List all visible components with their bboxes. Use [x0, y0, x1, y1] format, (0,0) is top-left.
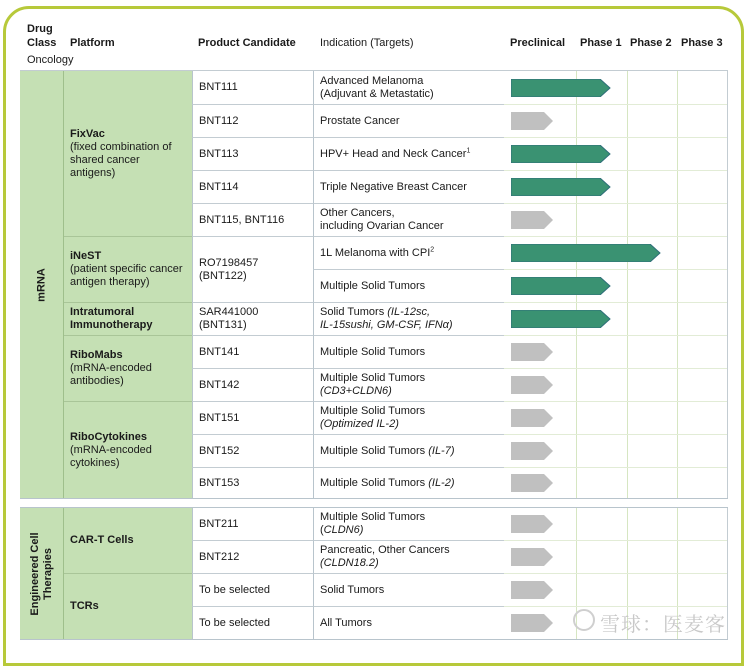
gridline: [677, 336, 678, 368]
progress-arrow-phase2: [511, 244, 661, 262]
phase-cell: [504, 71, 728, 104]
phase-cell: [504, 508, 728, 540]
candidate-name-line2: (BNT131): [199, 319, 247, 331]
phase-cell: [504, 203, 728, 236]
gridline: [627, 336, 628, 368]
drug-class-label: [29, 532, 55, 615]
phase-cell: [504, 170, 728, 203]
gridline: [576, 574, 577, 606]
table-row: [192, 573, 728, 606]
drug-class-ect: [20, 508, 64, 639]
indication-text: [320, 247, 504, 260]
indication-text: Multiple Solid Tumors: [320, 405, 426, 417]
candidate-cell: [192, 137, 313, 170]
indication-cell: [313, 302, 504, 335]
gridline: [627, 303, 628, 335]
header-phase-preclinical: Preclinical: [510, 37, 566, 49]
candidate-name: BNT212: [199, 550, 240, 563]
indication-text: Multiple Solid Tumors: [320, 372, 426, 384]
indication-cell: [313, 467, 504, 498]
table-row: [192, 368, 728, 401]
indication-main: Multiple Solid Tumors: [320, 476, 429, 489]
phase-cell: [504, 540, 728, 573]
gridline: [576, 468, 577, 498]
platform-tcrs: [64, 573, 192, 639]
indication-cell: [313, 540, 504, 573]
candidate-name: BNT142: [199, 378, 240, 391]
platform-desc: (patient specific cancer antigen therapy): [70, 263, 183, 288]
table-row: [192, 540, 728, 573]
indication-cell: [313, 368, 504, 401]
gridline: [677, 138, 678, 170]
progress-arrow-preclinical: [511, 548, 555, 566]
phase-cell: [504, 573, 728, 606]
indication-text: Other Cancers,: [320, 207, 395, 219]
candidate-name-line2: (BNT122): [199, 269, 247, 282]
right-border: [727, 508, 728, 639]
gridline: [677, 468, 678, 498]
candidate-cell: [192, 467, 313, 498]
gridline: [627, 171, 628, 203]
gridline: [576, 402, 577, 434]
table-row: [192, 137, 728, 170]
indication-target: (CD3+CLDN6): [320, 385, 392, 397]
platform-ribocytokines: [64, 401, 192, 498]
header-product-candidate: Product Candidate: [198, 37, 296, 49]
progress-arrow-preclinical: [511, 112, 555, 130]
candidate-name: To be selected: [199, 583, 270, 596]
section-mrna: [20, 70, 728, 499]
gridline: [576, 508, 577, 540]
paren: (: [320, 524, 324, 536]
gridline: [627, 541, 628, 573]
gridline: [677, 237, 678, 269]
gridline: [677, 270, 678, 302]
candidate-cell: [192, 203, 313, 236]
platform-name: TCRs: [70, 600, 99, 612]
header-drug-class-line2: Class: [27, 37, 57, 49]
gridline: [677, 435, 678, 467]
table-row: [192, 170, 728, 203]
phase-cell: [504, 401, 728, 434]
candidate-name: BNT112: [199, 114, 239, 127]
table-row: [192, 434, 728, 467]
indication-text: All Tumors: [320, 616, 372, 629]
indication-text-line2: (Adjuvant & Metastatic): [320, 87, 434, 100]
indication-cell: [313, 203, 504, 236]
phase-cell: [504, 335, 728, 368]
gridline: [627, 138, 628, 170]
indication-main: 1L Melanoma with CPI: [320, 246, 431, 259]
header-drug-class: [27, 22, 56, 50]
indication-text: Multiple Solid Tumors: [320, 511, 426, 523]
candidate-name: To be selected: [199, 616, 270, 629]
candidate-name: BNT113: [199, 147, 239, 160]
indication-cell: [313, 401, 504, 434]
indication-target: (CLDN18.2): [320, 557, 379, 569]
gridline: [677, 71, 678, 104]
drug-class-label: mRNA: [35, 267, 47, 302]
gridline: [627, 270, 628, 302]
candidate-cell: [192, 368, 313, 401]
indication-text: Triple Negative Breast Cancer: [320, 180, 467, 193]
phase-cell: [504, 269, 728, 302]
indication-target: (IL-7): [428, 444, 455, 457]
header-phase-1: Phase 1: [580, 37, 622, 49]
gridline: [677, 574, 678, 606]
candidate-cell: [192, 401, 313, 434]
indication-text: Solid Tumors: [320, 583, 385, 596]
header-phase-3: Phase 3: [681, 37, 723, 49]
phase-cell: [504, 467, 728, 498]
right-border: [727, 71, 728, 498]
indication-cell: [313, 335, 504, 368]
progress-arrow-preclinical: [511, 211, 555, 229]
platform-inest: [64, 236, 192, 302]
header-indication: Indication (Targets): [320, 37, 414, 49]
gridline: [576, 369, 577, 401]
candidate-name: BNT115, BNT116: [199, 213, 285, 226]
progress-arrow-phase1: [511, 178, 611, 196]
progress-arrow-preclinical: [511, 376, 555, 394]
phase-cell: [504, 434, 728, 467]
table-row: [192, 71, 728, 104]
phase-cell: [504, 302, 728, 335]
progress-arrow-preclinical: [511, 515, 555, 533]
indication-text: Multiple Solid Tumors: [320, 279, 426, 292]
indication-target: (IL-12sc,: [387, 306, 431, 318]
candidate-name: BNT114: [199, 180, 239, 193]
indication-text: [320, 306, 504, 319]
indication-cell: [313, 236, 504, 269]
candidate-name: BNT141: [199, 345, 240, 358]
progress-arrow-phase1: [511, 277, 611, 295]
indication-text: [320, 445, 504, 458]
progress-arrow-preclinical: [511, 614, 555, 632]
candidate-cell: [192, 335, 313, 368]
phase-cell: [504, 236, 728, 269]
candidate-name: SAR441000: [199, 306, 259, 318]
phase-cell: [504, 137, 728, 170]
gridline: [627, 508, 628, 540]
platform-intratumoral: [64, 302, 192, 335]
indication-cell: [313, 104, 504, 137]
candidate-cell: [192, 302, 313, 335]
indication-main: Multiple Solid Tumors: [320, 444, 429, 457]
candidate-cell: [192, 573, 313, 606]
platform-desc: (mRNA-encoded cytokines): [70, 443, 152, 469]
drug-class-label-line2: Therapies: [41, 547, 54, 600]
watermark-logo-icon: [573, 609, 595, 631]
table-row: [192, 302, 728, 335]
indication-cell: [313, 269, 504, 302]
indication-cell: [313, 71, 504, 104]
progress-arrow-preclinical: [511, 581, 555, 599]
therapeutic-area-label: Oncology: [27, 54, 74, 66]
platform-fixvac: [64, 71, 192, 236]
phase-cell: [504, 104, 728, 137]
progress-arrow-preclinical: [511, 343, 555, 361]
gridline: [576, 541, 577, 573]
platform-name: RiboCytokines: [70, 430, 148, 443]
progress-arrow-preclinical: [511, 409, 555, 427]
candidate-cell: [192, 236, 313, 302]
candidate-cell: [192, 104, 313, 137]
indication-text-line2: including Ovarian Cancer: [320, 220, 444, 232]
table-row-group: [192, 236, 728, 302]
candidate-cell: [192, 540, 313, 573]
indication-target-line2: IL-15sushi, GM-CSF, IFNα): [320, 319, 453, 331]
phase-cell: [504, 368, 728, 401]
indication-cell: [313, 573, 504, 606]
candidate-name: BNT152: [199, 444, 240, 457]
table-row: [192, 401, 728, 434]
footnote-marker: 1: [466, 146, 471, 154]
progress-arrow-phase1: [511, 145, 611, 163]
candidate-cell: [192, 434, 313, 467]
platform-desc: (mRNA-encoded antibodies): [70, 362, 152, 387]
gridline: [627, 468, 628, 498]
header-phase-2: Phase 2: [630, 37, 672, 49]
table-row: [192, 508, 728, 540]
platform-name: Intratumoral Immunotherapy: [70, 306, 153, 331]
gridline: [677, 105, 678, 137]
platform-desc: (fixed combination of shared cancer antigens): [70, 140, 172, 179]
candidate-cell: [192, 170, 313, 203]
platform-name: iNeST: [70, 250, 102, 262]
indication-main: Solid Tumors: [320, 306, 388, 318]
indication-target: (Optimized IL-2): [320, 418, 399, 430]
gridline: [677, 402, 678, 434]
table-row: [192, 104, 728, 137]
table-row: [192, 203, 728, 236]
candidate-name: BNT153: [199, 476, 240, 489]
candidate-cell: [192, 71, 313, 104]
gridline: [627, 369, 628, 401]
gridline: [627, 574, 628, 606]
indication-cell: [313, 170, 504, 203]
gridline: [576, 204, 577, 236]
candidate-cell: [192, 606, 313, 639]
progress-arrow-phase1: [511, 310, 611, 328]
indication-cell: [313, 434, 504, 467]
platform-name: FixVac: [70, 127, 105, 140]
platform-name: CAR-T Cells: [70, 534, 134, 546]
footnote-marker: 2: [430, 245, 435, 253]
drug-class-label-line1: Engineered Cell: [28, 531, 41, 616]
gridline: [627, 105, 628, 137]
gridline: [627, 71, 628, 104]
header-platform: Platform: [70, 37, 115, 49]
platform-ribomabs: [64, 335, 192, 401]
indication-text: Multiple Solid Tumors: [320, 345, 426, 358]
indication-main: HPV+ Head and Neck Cancer: [320, 147, 467, 160]
indication-cell: [313, 137, 504, 170]
gridline: [576, 336, 577, 368]
gridline: [627, 402, 628, 434]
gridline: [627, 204, 628, 236]
indication-cell: [313, 508, 504, 540]
gridline: [677, 303, 678, 335]
gridline: [677, 508, 678, 540]
indication-target-line2: [320, 524, 504, 537]
indication-cell: [313, 606, 504, 639]
gridline: [677, 369, 678, 401]
gridline: [677, 171, 678, 203]
indication-target: CLDN6): [323, 524, 364, 536]
platform-car-t: [64, 508, 192, 573]
indication-target: (IL-2): [428, 476, 455, 489]
progress-arrow-preclinical: [511, 442, 555, 460]
indication-text: [320, 148, 504, 161]
indication-text: Prostate Cancer: [320, 114, 400, 127]
candidate-name: BNT151: [199, 411, 240, 424]
candidate-name: RO7198457: [199, 256, 259, 269]
indication-text: Pancreatic, Other Cancers: [320, 544, 450, 556]
gridline: [576, 105, 577, 137]
gridline: [627, 435, 628, 467]
platform-name: RiboMabs: [70, 349, 123, 361]
progress-arrow-preclinical: [511, 474, 555, 492]
candidate-cell: [192, 508, 313, 540]
progress-arrow-phase1: [511, 79, 611, 97]
gridline: [677, 204, 678, 236]
indication-text: Advanced Melanoma: [320, 74, 424, 87]
candidate-name: BNT111: [199, 81, 238, 93]
table-row: [192, 335, 728, 368]
indication-text: [320, 477, 504, 490]
table-row: [192, 467, 728, 498]
gridline: [677, 541, 678, 573]
candidate-name: BNT211: [199, 517, 239, 530]
header-drug-class-line1: Drug: [27, 23, 53, 35]
watermark-text: 雪球：医麦客: [600, 614, 726, 636]
gridline: [576, 435, 577, 467]
drug-class-mrna: [20, 71, 64, 498]
